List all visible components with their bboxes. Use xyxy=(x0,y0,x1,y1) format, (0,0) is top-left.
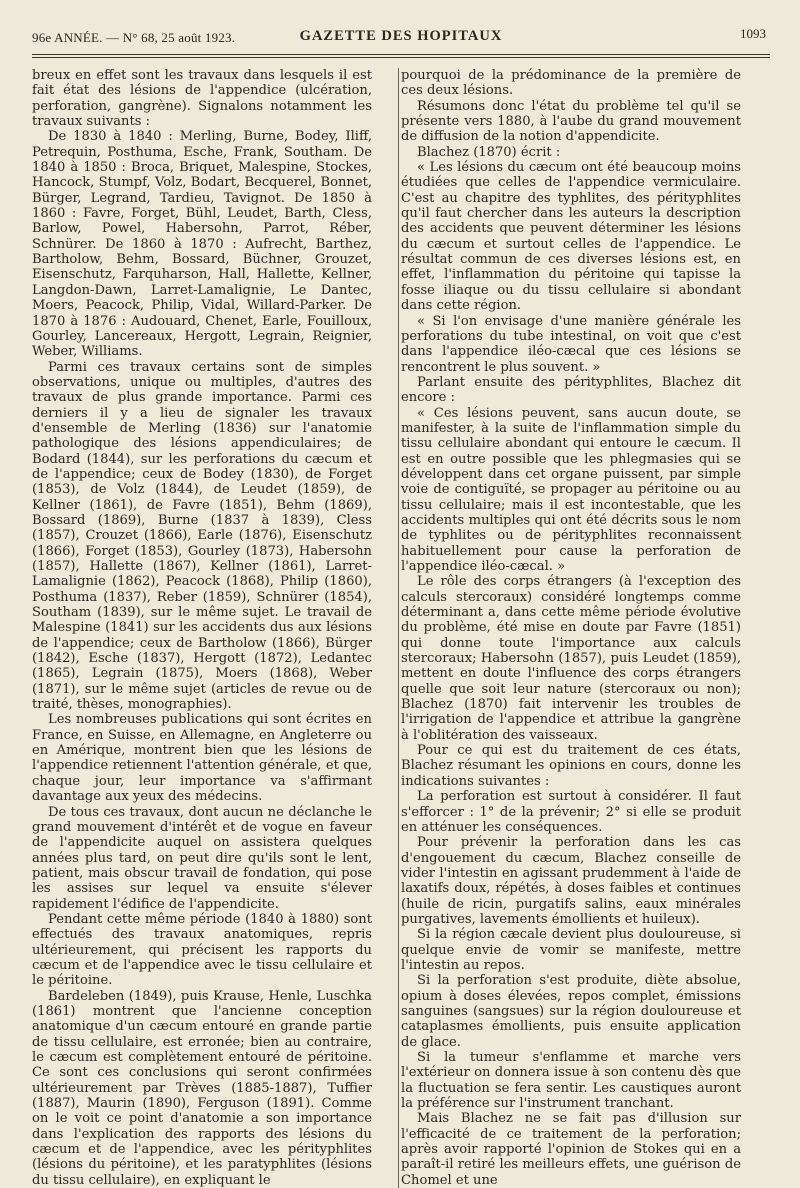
paragraph: Pour prévenir la perforation dans les cas d'engouement du cæcum, Blachez conseille de vider l'intestin en agissant prudemment à l'aide de laxatifs doux, répétés, à doses faibles et continues (huile de ricin, purgatifs salins, eaux minérales purgatives, lavements émollients et huileux). xyxy=(401,835,741,927)
header-rule xyxy=(32,54,770,55)
paragraph: Mais Blachez ne se fait pas d'illusion sur l'efficacité de ce traitement de la perforation; après avoir rapporté l'opinion de Stokes qui en a paraît-il retiré les meilleurs effets, une guérison de Chomel et une xyxy=(401,1111,741,1188)
page-number: 1093 xyxy=(740,26,766,41)
paragraph: Parlant ensuite des pérityphlites, Blachez dit encore : xyxy=(401,374,741,406)
paragraph: breux en effet sont les travaux dans lesquels il est fait état des lésions de l'appendice (ulcération, perforation, gangrène). Signalons notamment les travaux suivants : xyxy=(32,68,372,130)
paragraph: Parmi ces travaux certains sont de simples observations, unique ou multiples, d'autres des travaux de plus grande importance. Parmi ces derniers il y a lieu de signaler les travaux d'ensemble de Merling (1836) sur l'anatomie pathologique des lésions appendiculaires; de Bodard (1844), sur les perforations du cæcum et de l'appendice; ceux de Bodey (1830), de Forget (1853), de Volz (1844), de Leudet (1859), de Kellner (1861), de Favre (1851), Behm (1869), Bossard (1869), Burne (1837 à 1839), Cless (1857), Crouzet (1866), Earle (1876), Eisenschutz (1866), Forget (1853), Gourley (1873), Habersohn (1857), Hallette (1867), Kellner (1861), Larret-Lamalignie (1862), Peacock (1868), Philip (1860), Posthuma (1837), Reber (1859), Schnürer (1854), Southam (1839), sur le même sujet. Le travail de Malespine (1841) sur les accidents dus aux lésions de l'appendice; ceux de Bartholow (1866), Bürger (1842), Esche (1837), Hergott (1872), Ledantec (1865), Legrain (1875), Moers (1868), Weber (1871), sur le même sujet (articles de revue ou de traité, thèses, monographies). xyxy=(32,359,372,713)
paragraph: La perforation est surtout à considérer. Il faut s'efforcer : 1° de la prévenir; 2° si elle se produit en atténuer les conséquences. xyxy=(401,789,741,835)
right-column xyxy=(398,68,741,1188)
paragraph: pourquoi de la prédominance de la première de ces deux lésions. xyxy=(401,68,741,99)
paragraph: De 1830 à 1840 : Merling, Burne, Bodey, Iliff, Petrequin, Posthuma, Esche, Frank, Southam. De 1840 à 1850 : Broca, Briquet, Malespine, Stockes, Hancock, Stumpf, Volz, Bodart, Becquerel, Bonnet, Bürger, Legrand, Tardieu, Tavignot. De 1850 à 1860 : Favre, Forget, Bühl, Leudet, Barth, Cless, Barlow, Powel, Habersohn, Parrot, Réber, Schnürer. De 1860 à 1870 : Aufrecht, Barthez, Bartholow, Behm, Bossard, Büchner, Grouzet, Eisenschutz, Farquharson, Hall, Hallette, Kellner, Langdon-Dawn, Larret-Lamalignie, Le Dantec, Moers, Peacock, Philip, Vidal, Willard-Parker. De 1870 à 1876 : Audouard, Chenet, Earle, Fouilloux, Gourley, Lancereaux, Hergott, Legrain, Reignier, Weber, Williams. xyxy=(32,129,372,360)
paragraph: « Ces lésions peuvent, sans aucun doute, se manifester, à la suite de l'inflammation simple du tissu cellulaire abondant qui entoure le cæcum. Il est en outre possible que les phlegmasies qui se développent dans cet organe puissent, par simple voie de contiguïté, se propager au péritoine ou au tissu cellulaire; mais il est incontestable, que les accidents multiples qui ont été décrits sous le nom de typhlites ou de pérityphlites reconnaissent habituellement pour cause la perforation de l'appendice iléo-cæcal. » xyxy=(401,405,741,574)
paragraph: « Si l'on envisage d'une manière générale les perforations du tube intestinal, on voit que c'est dans l'appendice iléo-cæcal que ces lésions se rencontrent le plus souvent. » xyxy=(401,313,741,375)
header-rule-double xyxy=(32,57,770,58)
paragraph: Résumons donc l'état du problème tel qu'il se présente vers 1880, à l'aube du grand mouvement de diffusion de la notion d'appendicite. xyxy=(401,98,741,145)
issue-info: 96e ANNÉE. — N° 68, 25 août 1923. xyxy=(32,30,236,45)
paragraph: Le rôle des corps étrangers (à l'exception des calculs stercoraux) considéré longtemps comme déterminant a, dans cette même période évolutive du problème, été mise en doute par Favre (1851) qui donne toute l'importance aux calculs stercoraux; Habersohn (1857), puis Leudet (1859), mettent en doute l'influence des corps étrangers quelle que soit leur nature (stercoraux ou non); Blachez (1870) fait intervenir les troubles de l'irrigation de l'appendice et attribue la gangrène à l'oblitération des vaisseaux. xyxy=(401,574,741,743)
journal-title: GAZETTE DES HOPITAUX xyxy=(299,28,503,44)
paragraph: Si la tumeur s'enflamme et marche vers l'extérieur on donnera issue à son contenu dès que la fluctuation se fera sentir. Les caustiques auront la préférence sur l'instrument tranchant. xyxy=(401,1050,741,1112)
paragraph: De tous ces travaux, dont aucun ne déclanche le grand mouvement d'intérêt et de vogue en faveur de l'appendicite auquel on assistera quelques années plus tard, on peut dire qu'ils sont le lent, patient, mais obscur travail de fondation, qui pose les assises sur lequel va ensuite s'élever rapidement l'édifice de l'appendicite. xyxy=(32,804,372,912)
paragraph: Pour ce qui est du traitement de ces états, Blachez résumant les opinions en cours, donne les indications suivantes : xyxy=(401,743,741,789)
left-column xyxy=(32,68,372,1188)
paragraph: Si la région cæcale devient plus douloureuse, si quelque envie de vomir se manifeste, mettre l'intestin au repos. xyxy=(401,927,741,973)
paragraph: Pendant cette même période (1840 à 1880) sont effectués des travaux anatomiques, repris ultérieurement, qui précisent les rapports du cæcum et de l'appendice avec le tissu cellulaire et le péritoine. xyxy=(32,911,372,989)
paragraph: Si la perforation s'est produite, diète absolue, opium à doses élevées, repos complet, émissions sanguines (sangsues) sur la région douloureuse et cataplasmes émollients, puis ensuite application de glace. xyxy=(401,973,741,1050)
page-header xyxy=(32,24,770,54)
paragraph: Les nombreuses publications qui sont écrites en France, en Suisse, en Allemagne, en Angleterre ou en Amérique, montrent bien que les lésions de l'appendice retiennent l'attention générale, et que, chaque jour, leur importance va s'affirmant davantage aux yeux des médecins. xyxy=(32,712,372,805)
paragraph: Blachez (1870) écrit : xyxy=(417,144,561,160)
paragraph: « Les lésions du cæcum ont été beaucoup moins étudiées que celles de l'appendice vermiculaire. C'est au chapitre des typhlites, des pérityphlites qu'il faut chercher dans les auteurs la description des accidents que peuvent déterminer les lésions du cæcum et surtout celles de l'appendice. Le résultat commun de ces diverses lésions est, en effet, l'inflammation du péritoine qui tapisse la fosse iliaque ou du tissu cellulaire si abondant dans cette région. xyxy=(401,160,741,314)
paragraph: Bardeleben (1849), puis Krause, Henle, Luschka (1861) montrent que l'ancienne conception anatomique d'un cæcum entouré en grande partie de tissu cellulaire, est erronée; bien au contraire, le cæcum est complètement entouré de péritoine. Ce sont ces conclusions qui seront confirmées ultérieurement par Trèves (1885-1887), Tuffier (1887), Maurin (1890), Ferguson (1891). Comme on le voit ce point d'anatomie a son importance dans l'explication des rapports des lésions du cæcum et de l'appendice, avec les pérityphlites (lésions du péritoine), et les paratyphlites (lésions du tissu cellulaire), en expliquant le xyxy=(32,988,372,1188)
